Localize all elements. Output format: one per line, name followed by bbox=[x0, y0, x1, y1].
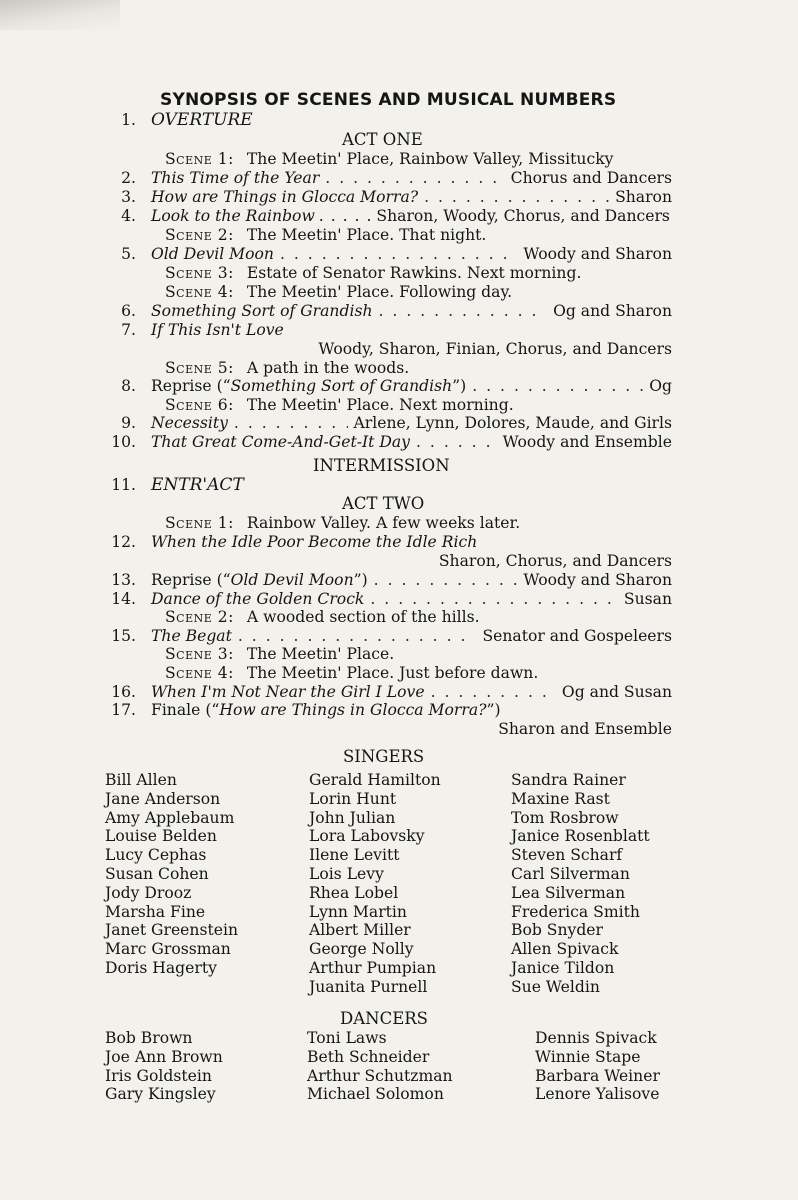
page-title: SYNOPSIS OF SCENES AND MUSICAL NUMBERS bbox=[160, 90, 617, 110]
song-title: Old Devil Moon bbox=[151, 245, 274, 263]
leader-dots bbox=[374, 571, 518, 590]
song-title: Old Devil Moon bbox=[230, 571, 354, 589]
singer-name: Ilene Levitt bbox=[309, 846, 400, 865]
item-number: 5. bbox=[121, 245, 136, 263]
song-title: When the Idle Poor Become the Idle Rich bbox=[151, 533, 478, 551]
reprise-suffix: ”) bbox=[353, 571, 368, 589]
singer-name: Marc Grossman bbox=[105, 940, 231, 959]
song-title: That Great Come-And-Get-It Day bbox=[151, 433, 410, 451]
song-title: Something Sort of Grandish bbox=[230, 377, 453, 395]
dancer-name: Toni Laws bbox=[307, 1029, 387, 1047]
number-row bbox=[0, 683, 672, 702]
item-number: 13. bbox=[111, 571, 136, 589]
scene-description: The Meetin' Place, Rainbow Valley, Missitucky bbox=[246, 150, 614, 168]
singer-name: George Nolly bbox=[309, 940, 414, 959]
finale-prefix: Finale (“ bbox=[151, 701, 220, 719]
page-corner-smudge bbox=[0, 0, 120, 30]
item-number: 11. bbox=[111, 476, 136, 494]
performers: Og and Susan bbox=[561, 683, 672, 701]
number-row bbox=[0, 627, 672, 646]
item-number: 12. bbox=[111, 533, 136, 551]
song-title: Necessity bbox=[151, 414, 228, 432]
singer-name: Lora Labovsky bbox=[309, 827, 425, 846]
singer-name: Lois Levy bbox=[309, 864, 384, 883]
song-title: OVERTURE bbox=[151, 110, 253, 130]
singer-name: Louise Belden bbox=[105, 827, 217, 846]
scene-description: The Meetin' Place. bbox=[246, 645, 395, 663]
song-title: When I'm Not Near the Girl I Love bbox=[151, 683, 425, 701]
singer-name: Janet Greenstein bbox=[105, 921, 238, 940]
singer-name: Carl Silverman bbox=[511, 864, 630, 883]
scene-label: Scene 3: bbox=[165, 264, 234, 282]
number-row bbox=[0, 433, 672, 452]
dancers-column-3 bbox=[535, 1029, 660, 1104]
dancers-column-2 bbox=[307, 1029, 453, 1104]
singer-name: Lucy Cephas bbox=[105, 846, 207, 865]
singer-name: Sue Weldin bbox=[511, 977, 600, 996]
dancer-name: Lenore Yalisove bbox=[535, 1085, 660, 1104]
singer-name: Janice Rosenblatt bbox=[511, 827, 650, 846]
scene-row bbox=[165, 396, 514, 415]
item-number: 2. bbox=[121, 169, 136, 187]
act-heading: ACT TWO bbox=[342, 494, 425, 513]
reprise-suffix: ”) bbox=[452, 377, 467, 395]
performers: Arlene, Lynn, Dolores, Maude, and Girls bbox=[353, 414, 672, 432]
scene-description: The Meetin' Place. Following day. bbox=[246, 283, 513, 301]
number-row bbox=[0, 414, 672, 433]
scene-row bbox=[165, 226, 486, 245]
item-number: 17. bbox=[111, 701, 136, 719]
singer-name: Sandra Rainer bbox=[511, 771, 626, 789]
scene-label: Scene 1: bbox=[165, 150, 234, 168]
singer-name: Doris Hagerty bbox=[105, 958, 217, 977]
scene-row bbox=[165, 283, 512, 302]
performers: Chorus and Dancers bbox=[510, 169, 672, 187]
singer-name: Gerald Hamilton bbox=[309, 771, 441, 789]
item-number: 15. bbox=[111, 627, 136, 645]
number-row bbox=[0, 245, 672, 264]
leader-dots bbox=[431, 683, 556, 702]
performers: Woody and Sharon bbox=[523, 571, 672, 589]
number-row bbox=[0, 571, 672, 590]
singer-name: Jane Anderson bbox=[105, 789, 221, 808]
item-number: 16. bbox=[111, 683, 136, 701]
performers: Sharon, Woody, Chorus, and Dancers bbox=[376, 207, 670, 225]
dancer-name: Winnie Stape bbox=[535, 1047, 641, 1066]
singer-name: Lynn Martin bbox=[309, 902, 407, 921]
song-title: ENTR'ACT bbox=[151, 475, 244, 495]
dancers-heading: DANCERS bbox=[340, 1009, 428, 1028]
scene-row bbox=[165, 664, 538, 683]
performers: Woody, Sharon, Finian, Chorus, and Dancers bbox=[318, 340, 672, 358]
song-title: The Begat bbox=[151, 627, 232, 645]
dancer-name: Gary Kingsley bbox=[105, 1085, 216, 1104]
item-number: 10. bbox=[111, 433, 136, 451]
singer-name: Tom Rosbrow bbox=[511, 808, 619, 827]
dancer-name: Iris Goldstein bbox=[105, 1066, 212, 1085]
finale-suffix: ”) bbox=[486, 701, 501, 719]
item-number: 4. bbox=[121, 207, 136, 225]
scene-label: Scene 3: bbox=[165, 645, 234, 663]
singer-name: Juanita Purnell bbox=[309, 977, 428, 996]
singer-name: Janice Tildon bbox=[511, 958, 615, 977]
singer-name: Susan Cohen bbox=[105, 864, 209, 883]
reprise-prefix: Reprise (“ bbox=[151, 571, 231, 589]
number-row bbox=[0, 377, 672, 396]
singer-name: Arthur Pumpian bbox=[309, 958, 437, 977]
performers-line bbox=[0, 340, 672, 359]
leader-dots bbox=[234, 414, 348, 433]
item-number: 9. bbox=[121, 414, 136, 432]
scene-label: Scene 1: bbox=[165, 514, 234, 532]
scene-row bbox=[165, 264, 581, 283]
singer-name: Frederica Smith bbox=[511, 902, 640, 921]
singer-name: Amy Applebaum bbox=[105, 808, 235, 827]
item-number: 14. bbox=[111, 590, 136, 608]
number-row bbox=[0, 701, 672, 720]
number-row bbox=[0, 321, 672, 340]
singer-name: Maxine Rast bbox=[511, 789, 610, 808]
intermission-heading: INTERMISSION bbox=[313, 456, 450, 475]
singer-name: Bill Allen bbox=[105, 771, 177, 789]
singer-name: Jody Drooz bbox=[105, 883, 192, 902]
number-row bbox=[0, 169, 672, 188]
number-row bbox=[0, 302, 672, 321]
number-row bbox=[0, 590, 672, 609]
number-row bbox=[0, 188, 672, 207]
song-title: Something Sort of Grandish bbox=[151, 302, 373, 320]
leader-dots: . . . . . bbox=[318, 207, 373, 225]
dancer-name: Michael Solomon bbox=[307, 1085, 444, 1104]
item-number: 1. bbox=[121, 111, 136, 129]
dancer-name: Joe Ann Brown bbox=[105, 1047, 223, 1066]
leader-dots bbox=[379, 302, 548, 321]
scene-label: Scene 2: bbox=[165, 608, 234, 626]
singers-column-1 bbox=[105, 771, 238, 978]
song-title: Look to the Rainbow bbox=[151, 207, 315, 225]
singer-name: Steven Scharf bbox=[511, 846, 623, 865]
dancer-name: Beth Schneider bbox=[307, 1047, 430, 1066]
scene-description: The Meetin' Place. Just before dawn. bbox=[246, 664, 539, 682]
scene-description: Estate of Senator Rawkins. Next morning. bbox=[246, 264, 582, 282]
singers-heading: SINGERS bbox=[343, 747, 425, 766]
item-number: 3. bbox=[121, 188, 136, 206]
song-title: How are Things in Glocca Morra? bbox=[219, 701, 487, 719]
singer-name: Allen Spivack bbox=[511, 940, 619, 959]
singer-name: John Julian bbox=[309, 808, 396, 827]
scene-description: A wooded section of the hills. bbox=[246, 608, 480, 626]
scene-description: Rainbow Valley. A few weeks later. bbox=[246, 514, 521, 532]
singer-name: Lorin Hunt bbox=[309, 789, 397, 808]
scene-label: Scene 6: bbox=[165, 396, 234, 414]
scene-label: Scene 4: bbox=[165, 664, 234, 682]
act-heading: ACT ONE bbox=[342, 130, 423, 149]
dancer-name: Barbara Weiner bbox=[535, 1066, 660, 1085]
scene-row bbox=[165, 514, 520, 533]
item-number: 7. bbox=[121, 321, 136, 339]
scene-description: The Meetin' Place. Next morning. bbox=[246, 396, 514, 414]
scene-label: Scene 5: bbox=[165, 359, 234, 377]
item-number: 8. bbox=[121, 377, 136, 395]
performers: Og bbox=[649, 377, 672, 395]
song-title: If This Isn't Love bbox=[151, 321, 284, 339]
performers-line bbox=[0, 720, 672, 739]
leader-dots bbox=[424, 188, 609, 207]
performers: Og and Sharon bbox=[553, 302, 672, 320]
performers: Sharon bbox=[615, 188, 672, 206]
singer-name: Marsha Fine bbox=[105, 902, 206, 921]
scene-row bbox=[165, 608, 480, 627]
performers: Sharon, Chorus, and Dancers bbox=[438, 552, 672, 570]
number-row bbox=[0, 533, 672, 552]
performers: Woody and Sharon bbox=[523, 245, 672, 263]
leader-dots bbox=[472, 377, 643, 396]
performers: Woody and Ensemble bbox=[502, 433, 672, 451]
performers-line bbox=[0, 552, 672, 571]
number-row bbox=[0, 476, 700, 495]
performers: Senator and Gospeleers bbox=[482, 627, 672, 645]
singer-name: Bob Snyder bbox=[511, 921, 603, 940]
performers: Susan bbox=[623, 590, 672, 608]
song-title: How are Things in Glocca Morra? bbox=[151, 188, 419, 206]
leader-dots bbox=[238, 627, 477, 646]
scene-label: Scene 2: bbox=[165, 226, 234, 244]
scene-row bbox=[165, 359, 409, 378]
dancer-name: Arthur Schutzman bbox=[307, 1066, 453, 1085]
singers-column-2 bbox=[309, 771, 441, 997]
dancer-name: Dennis Spivack bbox=[535, 1029, 657, 1047]
dancer-name: Bob Brown bbox=[105, 1029, 193, 1047]
singer-name: Albert Miller bbox=[309, 921, 411, 940]
scene-row bbox=[165, 645, 394, 664]
reprise-prefix: Reprise (“ bbox=[151, 377, 231, 395]
leader-dots bbox=[325, 169, 504, 188]
singer-name: Rhea Lobel bbox=[309, 883, 399, 902]
song-title: Dance of the Golden Crock bbox=[151, 590, 365, 608]
dancers-column-1 bbox=[105, 1029, 223, 1104]
number-row bbox=[0, 111, 700, 130]
leader-dots bbox=[370, 590, 618, 609]
scene-description: The Meetin' Place. That night. bbox=[246, 226, 487, 244]
performers: Sharon and Ensemble bbox=[498, 720, 672, 738]
scene-label: Scene 4: bbox=[165, 283, 234, 301]
leader-dots bbox=[416, 433, 497, 452]
number-row bbox=[0, 207, 672, 226]
leader-dots bbox=[280, 245, 517, 264]
singer-name: Lea Silverman bbox=[511, 883, 626, 902]
scene-description: A path in the woods. bbox=[246, 359, 410, 377]
item-number: 6. bbox=[121, 302, 136, 320]
song-title: This Time of the Year bbox=[151, 169, 320, 187]
singers-column-3 bbox=[511, 771, 650, 997]
scene-row bbox=[165, 150, 613, 169]
